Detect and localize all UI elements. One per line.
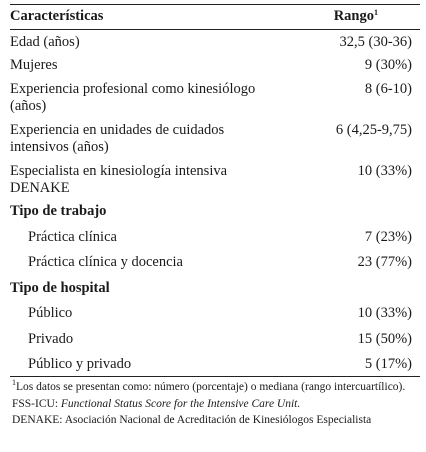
footnote-data-format: $^1$Los datos se presentan como: número (porcentaje) o mediana (rango intercuartílico). xyxy=(12,378,406,393)
header-range: Rango$^1$ xyxy=(333,8,378,24)
row-value: 7 (23%) xyxy=(364,229,412,245)
row-label: Público y privado xyxy=(28,356,132,372)
row-value: 23 (77%) xyxy=(357,254,412,270)
table-footnotes xyxy=(12,380,416,427)
row-label: Público xyxy=(28,305,73,321)
footnote-fss-icu: FSS-ICU: Functional Status Score for the Intensive Care Unit. xyxy=(12,398,301,410)
row-label: Experiencia en unidades de cuidados intensivos (años) xyxy=(10,122,225,155)
row-value: 32,5 (30-36) xyxy=(339,34,412,50)
row-label: Especialista en kinesiología intensiva DENAKE xyxy=(10,163,228,196)
table-header-rule xyxy=(10,29,420,30)
header-range-footnote-mark: 1 xyxy=(374,8,378,17)
row-label: Práctica clínica y docencia xyxy=(28,254,183,270)
row-value: 6 (4,25-9,75) xyxy=(335,122,412,138)
characteristics-table: Características Rango$^1$ Edad (años) 32,5 (30-36) Mujeres 9 (30%) Experiencia profesional como kinesiólogo (años) 8 (6-10) Experiencia en unidades de cuidados intensivos (años) 6 (4,25-9,75) Especialista en kinesiología intensiva DENAKE 10 (33%) Tipo de trabajo Práctica clínica 7 (23%) Práctica clínica y docencia 23 (77%) Tipo de hospital Público 10 (33%) Privado 15 (50%) Público y privado 5 (17%) $^1$Los datos se presentan como: número (porcentaje) o mediana (rango intercuartílico). FSS-ICU: Functional Status Score for the Intensive Care Unit. DENAKE: Asociación Nacional de Acreditación de Kinesiólogos Especialista xyxy=(0,0,426,452)
row-value: 9 (30%) xyxy=(364,57,412,73)
row-label: Edad (años) xyxy=(10,34,80,50)
row-value: 10 (33%) xyxy=(357,163,412,179)
footnote-denake: DENAKE: Asociación Nacional de Acreditación de Kinesiólogos Especialista xyxy=(12,414,372,426)
row-label: Práctica clínica xyxy=(28,229,117,245)
header-characteristics: Características xyxy=(10,8,104,24)
row-value: 5 (17%) xyxy=(364,356,412,372)
table-top-rule xyxy=(10,4,420,5)
row-value: 15 (50%) xyxy=(357,331,412,347)
row-label: Privado xyxy=(28,331,74,347)
row-label: Mujeres xyxy=(10,57,58,73)
table-bottom-rule xyxy=(10,376,420,377)
row-value: 8 (6-10) xyxy=(364,81,412,97)
row-label: Experiencia profesional como kinesiólogo (años) xyxy=(10,81,256,114)
row-value: 10 (33%) xyxy=(357,305,412,321)
